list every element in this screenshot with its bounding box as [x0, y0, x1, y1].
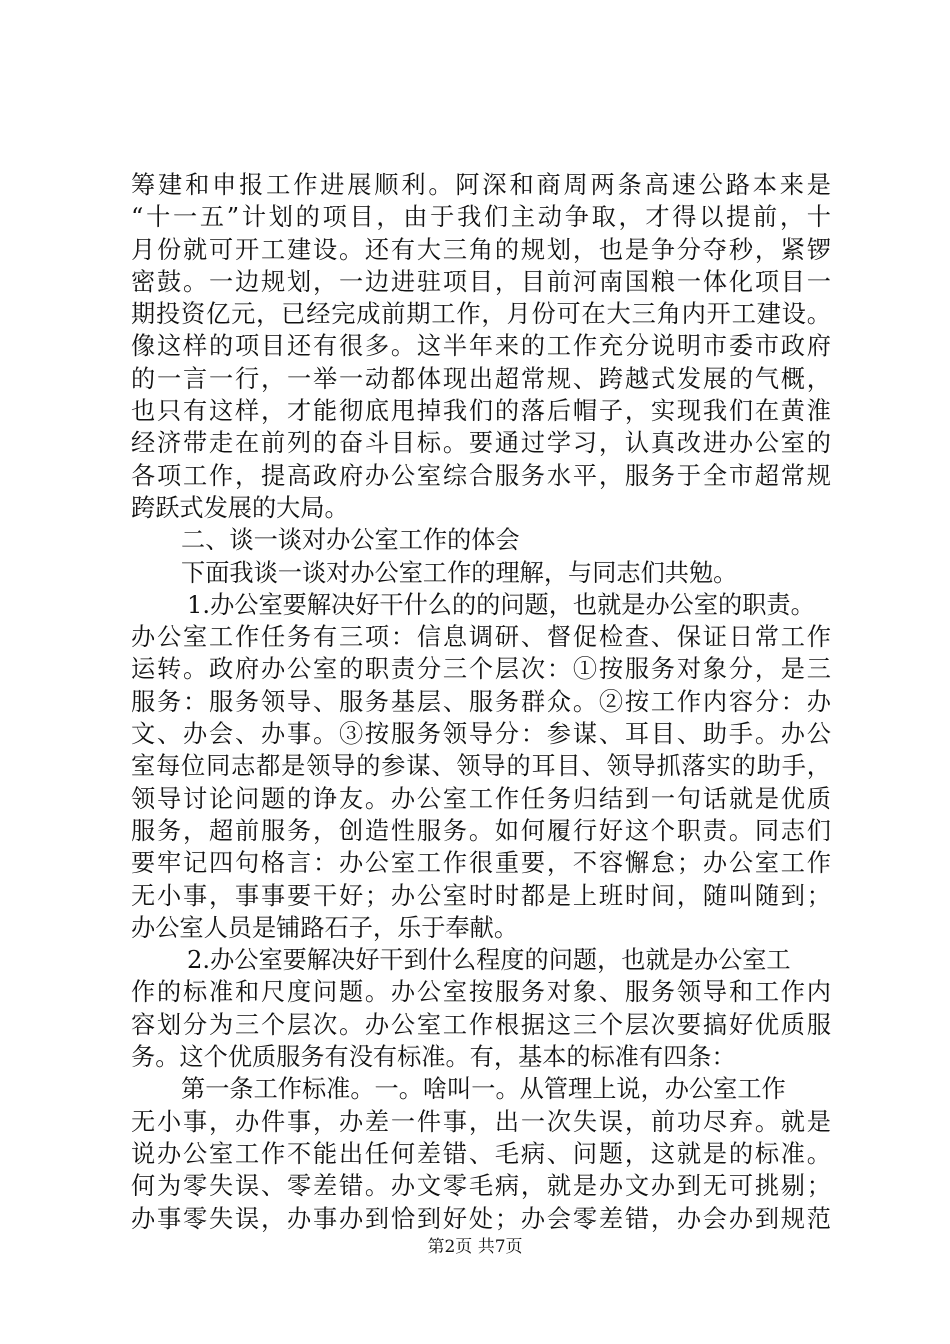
body-line: 密鼓。一边规划，一边进驻项目，目前河南国粮一体化项目一 [131, 267, 831, 296]
body-line: 作的标准和尺度问题。办公室按服务对象、服务领导和工作内 [131, 978, 831, 1007]
page-number-footer: 第2页 共7页 [427, 1237, 523, 1257]
body-line: 筹建和申报工作进展顺利。阿深和商周两条高速公路本来是 [131, 171, 831, 199]
body-line: 像这样的项目还有很多。这半年来的工作充分说明市委市政府 [131, 332, 831, 361]
body-line: 办公室人员是铺路石子，乐于奉献。 [131, 913, 519, 942]
body-line: 文、办会、办事。③按服务领导分：参谋、耳目、助手。办公 [131, 720, 831, 749]
body-line: 领导讨论问题的诤友。办公室工作任务归结到一句话就是优质 [131, 784, 831, 813]
body-line: 室每位同志都是领导的参谋、领导的耳目、领导抓落实的助手， [131, 752, 831, 781]
body-line: 无小事，事事要干好；办公室时时都是上班时间，随叫随到； [131, 881, 831, 910]
body-line: 月份就可开工建设。还有大三角的规划，也是争分夺秒，紧锣 [131, 235, 831, 264]
section-heading: 二、谈一谈对办公室工作的体会 [181, 526, 520, 555]
body-line: 也只有这样，才能彻底甩掉我们的落后帽子，实现我们在黄淮 [131, 397, 831, 426]
body-line: 服务：服务领导、服务基层、服务群众。②按工作内容分：办 [131, 687, 831, 716]
body-line: 要牢记四句格言：办公室工作很重要，不容懈怠；办公室工作 [131, 849, 831, 878]
body-line: 说办公室工作不能出任何差错、毛病、问题，这就是的标准。 [131, 1139, 831, 1168]
document-body [131, 169, 831, 1235]
body-line: 经济带走在前列的奋斗目标。要通过学习，认真改进办公室的 [131, 429, 831, 458]
body-line: 容划分为三个层次。办公室工作根据这三个层次要搞好优质服 [131, 1010, 831, 1039]
list-item-heading: 1.办公室要解决好干什么的的问题，也就是办公室的职责。 [187, 590, 815, 619]
list-item-heading: 2.办公室要解决好干到什么程度的问题，也就是办公室工 [187, 946, 791, 975]
body-line: 务。这个优质服务有没有标准。有，基本的标准有四条： [131, 1043, 736, 1072]
body-line: 第一条工作标准。一。啥叫一。从管理上说，办公室工作 [181, 1075, 786, 1104]
body-line: 的一言一行，一举一动都体现出超常规、跨越式发展的气概， [131, 364, 831, 393]
body-line: “十一五”计划的项目，由于我们主动争取，才得以提前，十 [131, 203, 831, 232]
body-line: 下面我谈一谈对办公室工作的理解，与同志们共勉。 [181, 558, 738, 587]
body-line: 跨跃式发展的大局。 [131, 493, 349, 522]
body-line: 服务，超前服务，创造性服务。如何履行好这个职责。同志们 [131, 816, 831, 845]
body-line: 办事零失误，办事办到恰到好处；办会零差错，办会办到规范 [131, 1204, 831, 1233]
body-line: 办公室工作任务有三项：信息调研、督促检查、保证日常工作 [131, 623, 831, 652]
body-line: 运转。政府办公室的职责分三个层次：①按服务对象分，是三 [131, 655, 831, 684]
body-line: 各项工作，提高政府办公室综合服务水平，服务于全市超常规 [131, 461, 831, 490]
body-line: 期投资亿元，已经完成前期工作，月份可在大三角内开工建设。 [131, 300, 831, 329]
body-line: 无小事，办件事，办差一件事，出一次失误，前功尽弃。就是 [131, 1107, 831, 1136]
body-line: 何为零失误、零差错。办文零毛病，就是办文办到无可挑剔； [131, 1172, 831, 1201]
